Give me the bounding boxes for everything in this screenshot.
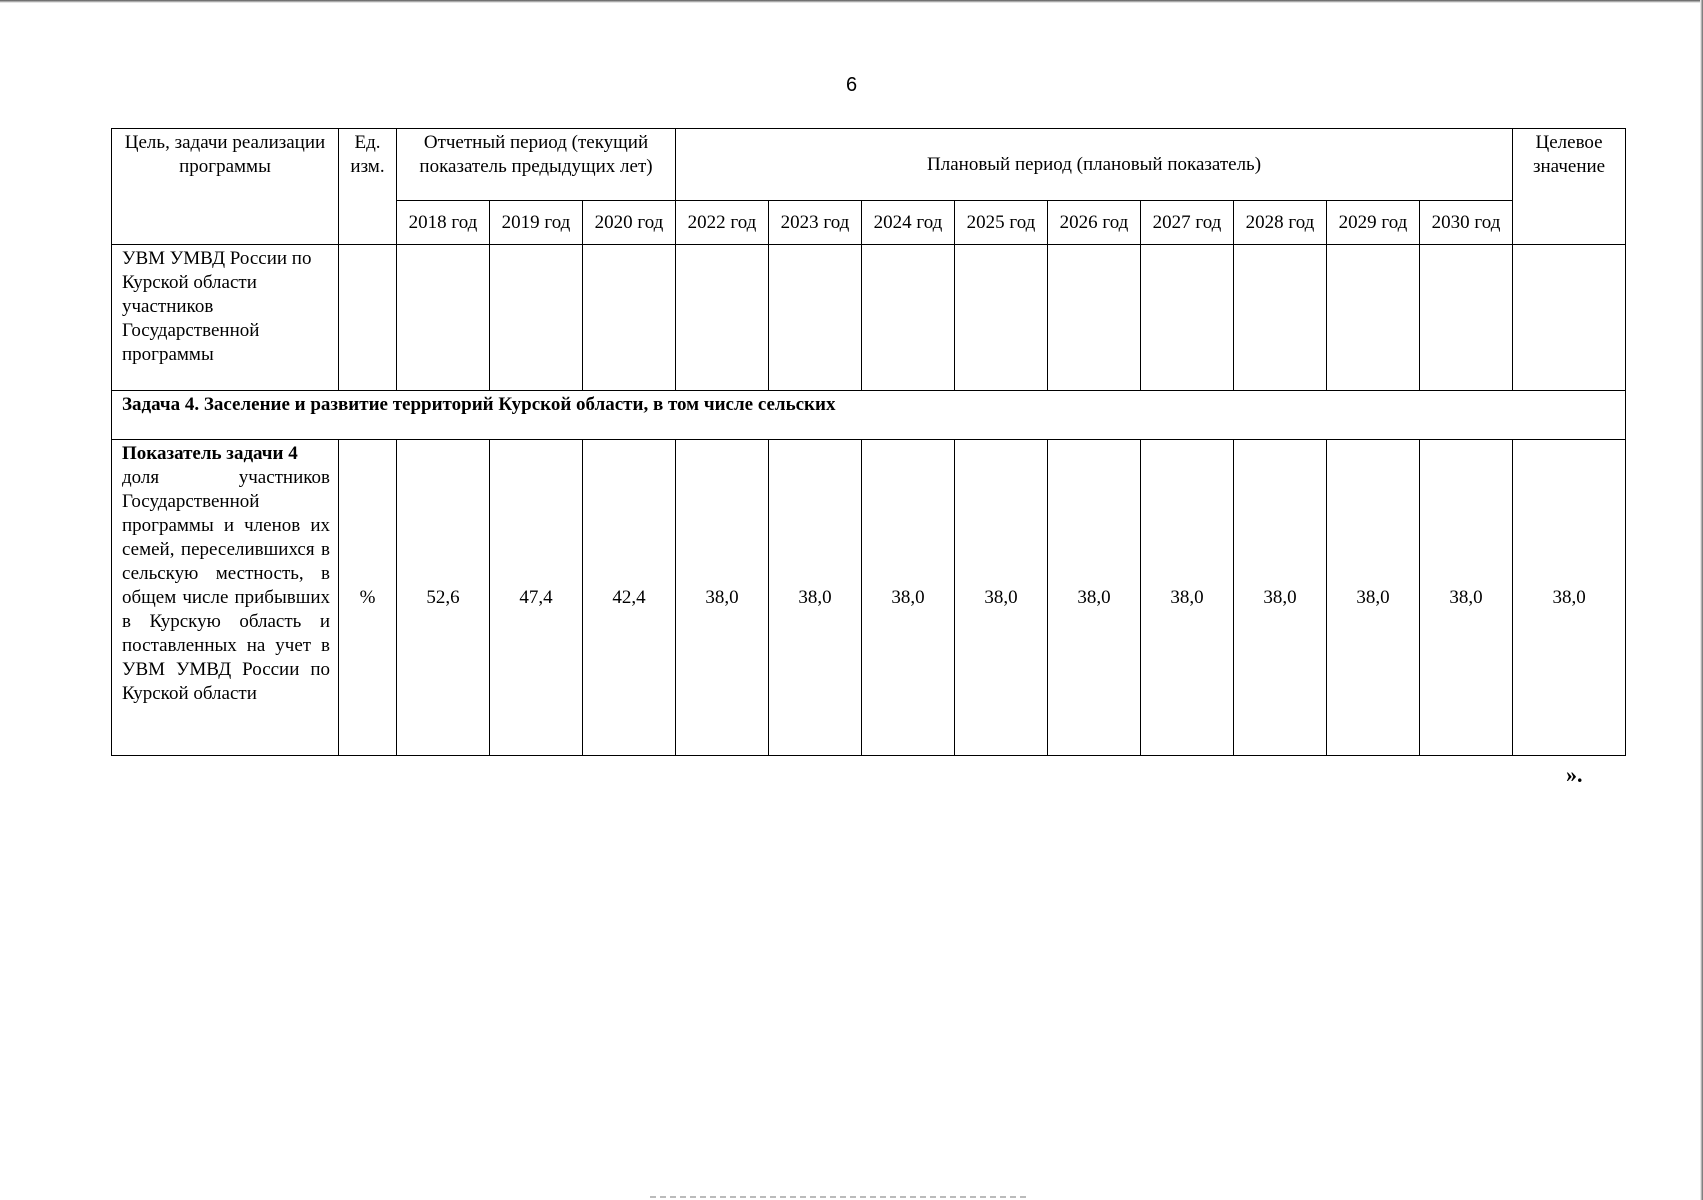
indicator-row: [112, 440, 1626, 756]
empty-cell: [1048, 245, 1141, 391]
header-goal: Цель, задачи реализации программы: [112, 129, 339, 245]
indicator-value: 38,0: [1048, 440, 1141, 756]
scan-artifact: [650, 1196, 1030, 1198]
empty-cell: [1234, 245, 1327, 391]
year-header: 2028 год: [1234, 201, 1327, 245]
indicator-value: 42,4: [583, 440, 676, 756]
indicator-value: 38,0: [862, 440, 955, 756]
year-header: 2020 год: [583, 201, 676, 245]
empty-cell: [1141, 245, 1234, 391]
year-header: 2029 год: [1327, 201, 1420, 245]
empty-cell: [1327, 245, 1420, 391]
page-top-edge: [0, 0, 1703, 3]
empty-cell: [490, 245, 583, 391]
empty-cell: [862, 245, 955, 391]
empty-cell: [339, 245, 397, 391]
year-header: 2022 год: [676, 201, 769, 245]
continuation-row: [112, 245, 1626, 391]
indicator-value: 38,0: [1420, 440, 1513, 756]
indicator-description-cell: [112, 440, 339, 756]
task-row: [112, 391, 1626, 440]
indicators-table: [111, 128, 1626, 756]
year-header: 2018 год: [397, 201, 490, 245]
indicator-value: 38,0: [1234, 440, 1327, 756]
continuation-text: УВМ УМВД России по Курской области участников Государственной программы: [112, 245, 339, 391]
indicator-value: 47,4: [490, 440, 583, 756]
year-header: 2023 год: [769, 201, 862, 245]
header-reporting-period: Отчетный период (текущий показатель предыдущих лет): [397, 129, 676, 201]
empty-cell: [1420, 245, 1513, 391]
indicator-value: 38,0: [1141, 440, 1234, 756]
header-row: [112, 129, 1626, 201]
empty-cell: [769, 245, 862, 391]
indicator-title: Показатель задачи 4: [122, 443, 298, 464]
year-header: 2024 год: [862, 201, 955, 245]
empty-cell: [397, 245, 490, 391]
indicator-target-value: 38,0: [1513, 440, 1626, 756]
year-header: 2030 год: [1420, 201, 1513, 245]
empty-cell: [676, 245, 769, 391]
header-unit: Ед. изм.: [339, 129, 397, 245]
page-number: 6: [845, 74, 858, 96]
indicator-unit: %: [339, 440, 397, 756]
task-4-title: Задача 4. Заселение и развитие территорий Курской области, в том числе сельских: [112, 391, 1626, 440]
indicator-value: 38,0: [769, 440, 862, 756]
indicator-description: доля участников Государственной программы и членов их семей, переселившихся в сельскую местность, в общем числе прибывших в Курскую область и поставленных на учет в УВМ УМВД России по Курской области: [122, 467, 330, 704]
closing-quote-mark: ».: [1566, 762, 1583, 787]
empty-cell: [583, 245, 676, 391]
empty-cell: [1513, 245, 1626, 391]
year-header: 2027 год: [1141, 201, 1234, 245]
indicator-value: 52,6: [397, 440, 490, 756]
header-planned-period: Плановый период (плановый показатель): [676, 129, 1513, 201]
empty-cell: [955, 245, 1048, 391]
year-header: 2026 год: [1048, 201, 1141, 245]
header-target-value: Целевое значение: [1513, 129, 1626, 245]
year-header: 2019 год: [490, 201, 583, 245]
year-header: 2025 год: [955, 201, 1048, 245]
indicator-value: 38,0: [955, 440, 1048, 756]
indicator-value: 38,0: [676, 440, 769, 756]
indicator-value: 38,0: [1327, 440, 1420, 756]
